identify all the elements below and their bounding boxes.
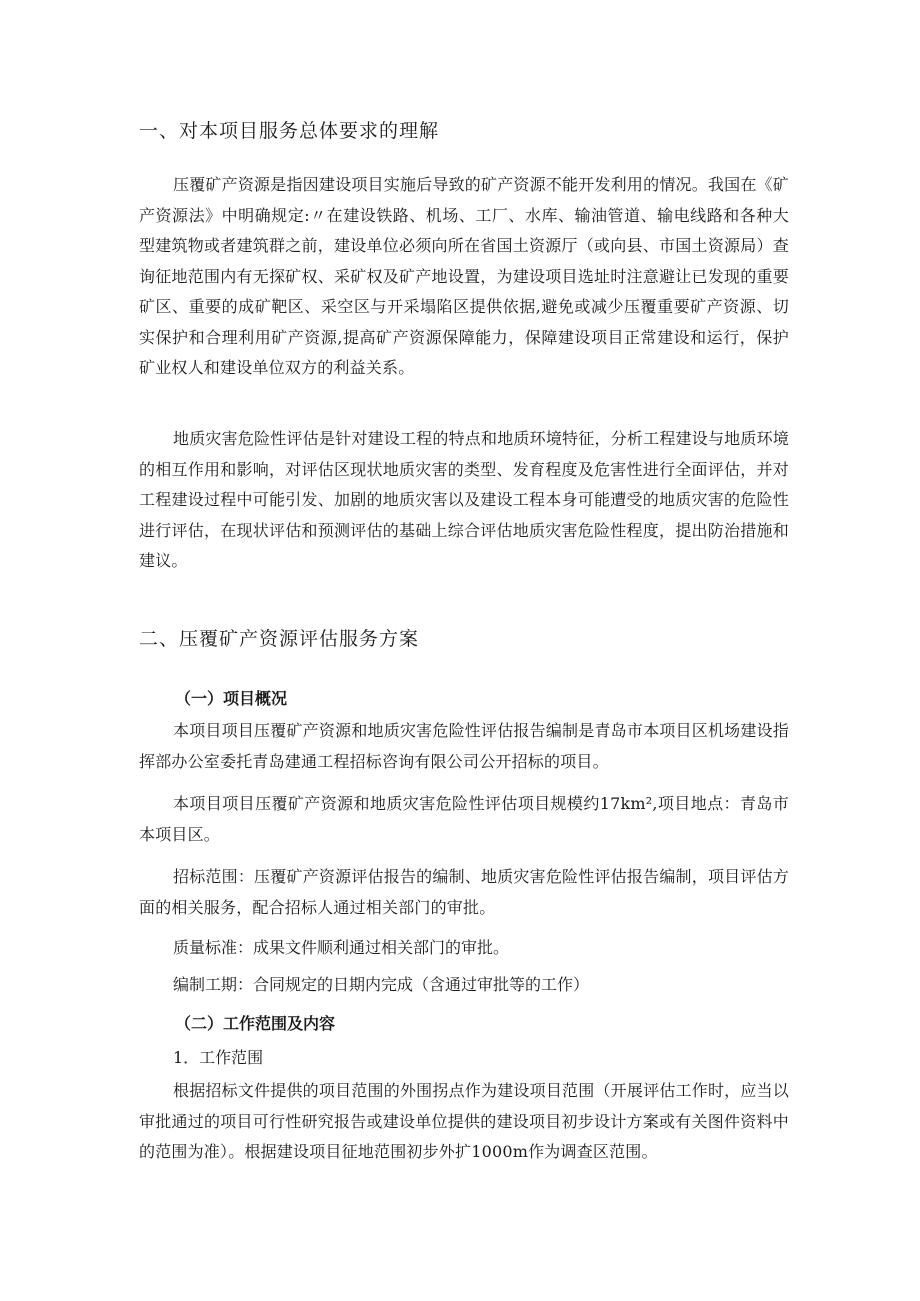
overview-paragraph-1: 本项目项目压覆矿产资源和地质灾害危险性评估报告编制是青岛市本项目区机场建设指挥部办公室委托青岛建通工程招标咨询有限公司公开招标的项目。 (139, 721, 789, 771)
scope-paragraph-1: 根据招标文件提供的项目范围的外围拐点作为建设项目范围（开展评估工作时，应当以审批通过的项目可行性研究报告或建设单位提供的建设项目初步设计方案或有关图件资料中的范围为准）。根据建设项目征地范围初步外扩1000m作为调查区范围。 (139, 1081, 789, 1161)
subsection-scope-heading: （二）工作范围及内容 (175, 1014, 336, 1033)
section1-heading: 一、对本项目服务总体要求的理解 (139, 120, 440, 142)
section2-heading: 二、压覆矿产资源评估服务方案 (139, 628, 420, 650)
quality-standard-line: 质量标准：成果文件顺利通过相关部门的审批。 (173, 938, 510, 957)
overview-paragraph-3: 招标范围：压覆矿产资源评估报告的编制、地质灾害危险性评估报告编制，项目评估方面的相关服务，配合招标人通过相关部门的审批。 (139, 867, 789, 917)
section1-paragraph-1: 压覆矿产资源是指因建设项目实施后导致的矿产资源不能开发利用的情况。我国在《矿产资源法》中明确规定:〃在建设铁路、机场、工厂、水库、输油管道、输电线路和各种大型建筑物或者建筑群之前，建设单位必须向所在省国土资源厅（或向县、市国土资源局）查询征地范围内有无探矿权、采矿权及矿产地设置，为建设项目选址时注意避让已发现的重要矿区、重要的成矿靶区、采空区与开采塌陷区提供依据,避免或减少压覆重要矿产资源、切实保护和合理利用矿产资源,提高矿产资源保障能力，保障建设项目正常建设和运行，保护矿业权人和建设单位双方的利益关系。 (139, 175, 789, 377)
subsection-overview-heading: （一）项目概况 (175, 689, 288, 708)
section1-paragraph-2: 地质灾害危险性评估是针对建设工程的特点和地质环境特征，分析工程建设与地质环境的相互作用和影响，对评估区现状地质灾害的类型、发育程度及危害性进行全面评估，并对工程建设过程中可能引发、加剧的地质灾害以及建设工程本身可能遭受的地质灾害的危险性进行评估，在现状评估和预测评估的基础上综合评估地质灾害危险性程度，提出防治措施和建议。 (139, 429, 789, 570)
scope-item-1: 1．工作范围 (173, 1048, 264, 1067)
schedule-line: 编制工期：合同规定的日期内完成（含通过审批等的工作） (173, 975, 590, 994)
overview-paragraph-2: 本项目项目压覆矿产资源和地质灾害危险性评估项目规模约17km²,项目地点：青岛市本项目区。 (139, 794, 789, 844)
